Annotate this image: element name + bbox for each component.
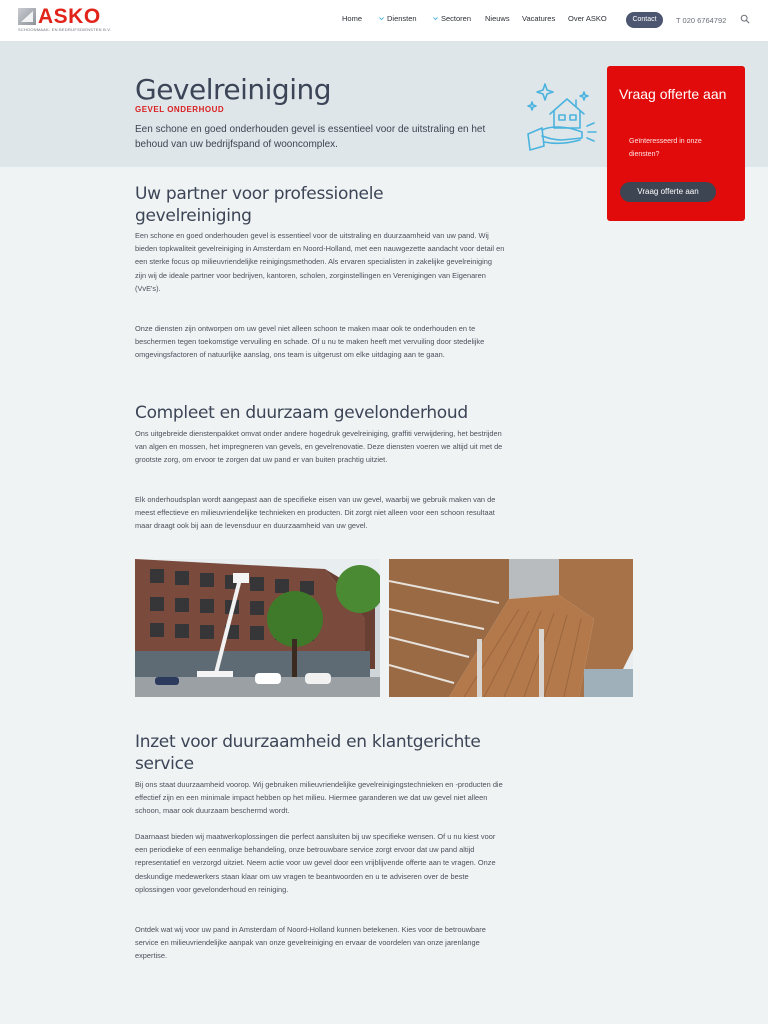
search-icon[interactable]	[740, 14, 750, 24]
photo-courtyard-wood-facade	[389, 559, 633, 697]
section-heading: Uw partner voor professionele gevelreiniging	[135, 184, 384, 226]
page-title: Gevelreiniging	[135, 73, 331, 106]
offer-question: Geïnteresseerd in onze diensten?	[629, 138, 702, 158]
section-paragraph: Bij ons staat duurzaamheid voorop. Wij gebruiken milieuvriendelijke gevelreinigingstechnieken en -producten die effectief zijn en een minimale impact hebben op het milieu. Hiermee garanderen we dat uw gevel niet alleen schoon, maar ook duurzaam beschermd wordt.	[135, 780, 503, 816]
page-intro: Een schone en goed onderhouden gevel is essentieel voor de uitstraling en het behoud van uw bedrijfspand of wooncomplex.	[135, 124, 486, 150]
nav-vacatures[interactable]: Vacatures	[522, 14, 556, 23]
logo-text: ASKO	[38, 5, 101, 28]
nav-diensten[interactable]	[378, 14, 417, 23]
nav-sectoren-label: Sectoren	[441, 14, 472, 23]
section-paragraph: Een schone en goed onderhouden gevel is essentieel voor de uitstraling en duurzaamheid van uw pand. Wij bieden topkwaliteit gevelreiniging in Amsterdam en Noord-Holland, met een nauwgezette aandacht voor detail en een sterke focus op milieuvriendelijke reinigingsmethoden. Als ervaren specialisten in zakelijke gevelreiniging zijn wij de ideale partner voor bedrijven, kantoren, scholen, zorginstellingen en Verenigingen van Eigenaren (VvE's).	[135, 231, 505, 293]
chevron-down-icon	[378, 15, 385, 22]
photo-facade-aerial-platform	[135, 559, 380, 697]
chevron-down-icon	[432, 15, 439, 22]
house-cleaning-icon	[520, 82, 600, 156]
page-subtitle: GEVEL ONDERHOUD	[135, 105, 225, 114]
logo-subtitle: SCHOONMAAK- EN BEDRIJFSDIENSTEN B.V.	[18, 27, 112, 32]
section-paragraph: Ontdek wat wij voor uw pand in Amsterdam of Noord-Holland kunnen betekenen. Kies voor de betrouwbare service en milieuvriendelijke aanpak van onze gevelreiniging en ervaar de voordelen van onze jarenlange expertise.	[135, 925, 486, 961]
section-heading: Inzet voor duurzaamheid en klantgerichte service	[135, 732, 481, 774]
section-paragraph: Daarnaast bieden wij maatwerkoplossingen die perfect aansluiten bij uw specifieke wensen. Of u nu kiest voor een periodieke of een eenmalige behandeling, onze betrouwbare service zorgt ervoor dat uw pand altijd representatief en verzorgd uitziet. Neem actie voor uw gevel door een vrijblijvende offerte aan te vragen. Onze deskundige medewerkers staan klaar om uw vragen te beantwoorden en u te adviseren over de beste oplossingen voor gevelonderhoud en reiniging.	[135, 832, 496, 894]
nav-nieuws[interactable]: Nieuws	[485, 14, 510, 23]
phone-number[interactable]: T 020 6764792	[676, 16, 727, 25]
site-header	[0, 0, 768, 41]
nav-home[interactable]: Home	[342, 14, 363, 23]
offer-title: Vraag offerte aan	[619, 86, 727, 102]
logo-mark-icon	[18, 8, 36, 25]
nav-over-asko[interactable]: Over ASKO	[568, 14, 607, 23]
section-paragraph: Elk onderhoudsplan wordt aangepast aan de specifieke eisen van uw gevel, waarbij we gebruik maken van de meest effectieve en milieuvriendelijke technieken en producten. Dit zorgt niet alleen voor een schoon resultaat maar draagt ook bij aan de levensduur en duurzaamheid van uw gevel.	[135, 495, 496, 531]
nav-sectoren[interactable]	[432, 14, 471, 23]
contact-button[interactable]: Contact	[626, 12, 663, 28]
section-paragraph: Onze diensten zijn ontworpen om uw gevel niet alleen schoon te maken maar ook te onderhouden en te beschermen tegen toekomstige vervuiling en schade. Of u nu te maken heeft met vervuiling door stedelijke omgevingsfactoren of natuurlijke aanslag, ons team is uitgerust om elke uitdaging aan te gaan.	[135, 324, 485, 360]
request-quote-button[interactable]: Vraag offerte aan	[620, 182, 716, 202]
section-paragraph: Ons uitgebreide dienstenpakket omvat onder andere hogedruk gevelreiniging, graffiti verwijdering, het bestrijden van algen en mossen, het impregneren van gevels, en gevelrenovatie. Deze diensten voeren we altijd uit met de grootste zorg, om ervoor te zorgen dat uw pand er van buiten prachtig uitziet.	[135, 429, 503, 465]
nav-diensten-label: Diensten	[387, 14, 417, 23]
asko-logo[interactable]	[18, 5, 112, 34]
section-heading: Compleet en duurzaam gevelonderhoud	[135, 403, 468, 423]
